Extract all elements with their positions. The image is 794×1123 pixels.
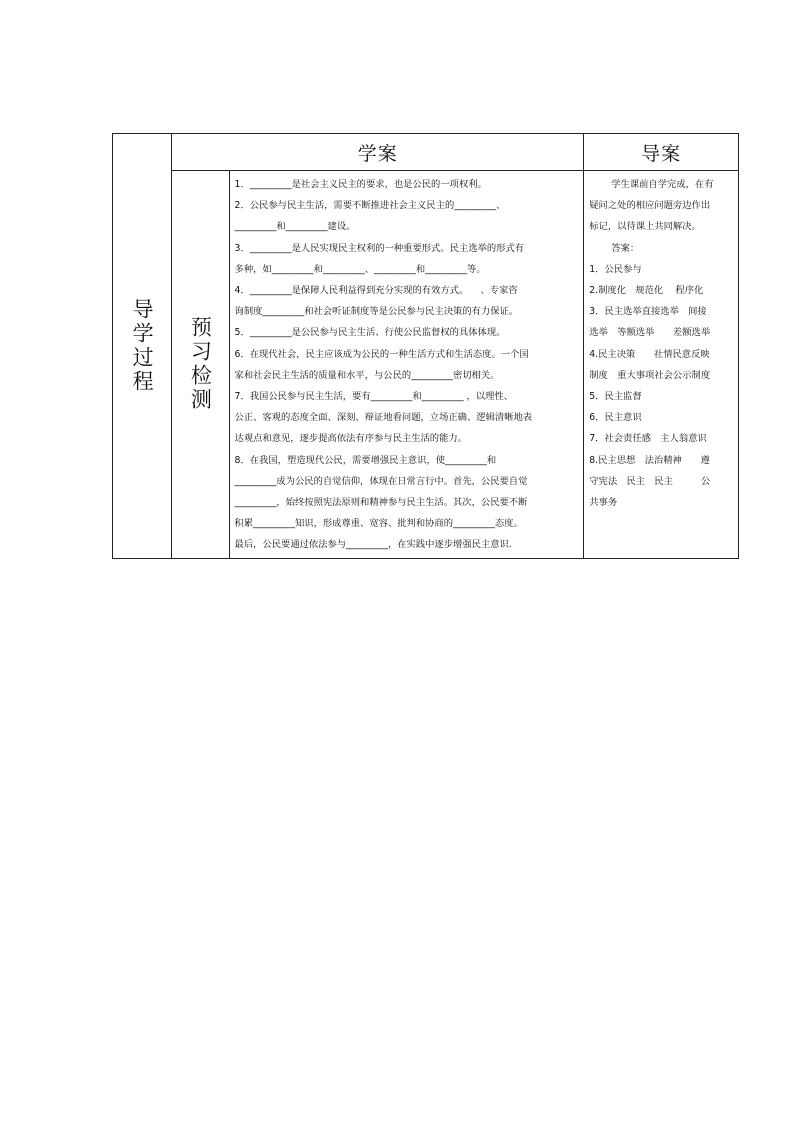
daoan-line: 共事务 bbox=[589, 497, 618, 509]
daoan-line: 答案： bbox=[611, 242, 640, 254]
outer-label: 导学过程 bbox=[130, 297, 155, 394]
xuean-line: 5．_________是公民参与民主生活、行使公民监督权的具体体现。 bbox=[234, 327, 506, 339]
xuean-line: 达观点和意见，逐步提高依法有序参与民主生活的能力。 bbox=[234, 433, 467, 445]
daoan-line: 选举 等额选举 差额选举 bbox=[589, 327, 711, 339]
xuean-line: 多种，如_________和_________、_________和_________等。 bbox=[234, 263, 486, 275]
daoan-line: 7．社会责任感 主人翁意识 bbox=[589, 433, 707, 445]
xuean-line: 6．在现代社会，民主应该成为公民的一种生活方式和生活态度。一个国 bbox=[234, 348, 529, 360]
section-label: 预习检测 bbox=[188, 316, 213, 413]
xuean-line: 最后，公民要通过依法参与_________，在实践中逐步增强民主意识. bbox=[234, 539, 512, 551]
xuean-line: 8．在我国，塑造现代公民，需要增强民主意识，使_________和 bbox=[234, 454, 497, 466]
xuean-line: _________成为公民的自觉信仰，体现在日常言行中。首先，公民要自觉 bbox=[234, 475, 528, 487]
xuean-line: 家和社会民主生活的质量和水平，与公民的_________密切相关。 bbox=[234, 369, 500, 381]
study-guide-table bbox=[112, 133, 739, 559]
daoan-line: 1．公民参与 bbox=[589, 263, 642, 275]
xuean-line: 公正、客观的态度全面、深刻、辩证地看问题，立场正确、逻辑清晰地表 bbox=[234, 412, 533, 424]
daoan-line: 5．民主监督 bbox=[589, 391, 642, 403]
daoan-content bbox=[584, 171, 739, 559]
xuean-line: 2．公民参与民主生活，需要不断推进社会主义民主的_________、 bbox=[234, 200, 506, 212]
daoan-line: 4.民主决策 社情民意反映 bbox=[589, 348, 710, 360]
xuean-content bbox=[229, 171, 584, 559]
daoan-line: 3．民主选举直接选举 间接 bbox=[589, 306, 707, 318]
xuean-line: 3．_________是人民实现民主权利的一种重要形式。民主选举的形式有 bbox=[234, 242, 525, 254]
xuean-line: _________和_________建设。 bbox=[234, 221, 356, 233]
section-label-cell bbox=[172, 171, 229, 559]
daoan-line: 2.制度化 规范化 程序化 bbox=[589, 285, 704, 297]
daoan-line: 学生课前自学完成，在有 bbox=[611, 179, 714, 190]
outer-label-cell bbox=[113, 134, 172, 559]
header-xuean: 学案 bbox=[172, 134, 584, 171]
xuean-line: 积累_________知识，形成尊重、宽容、批判和协商的_________态度。 bbox=[234, 518, 523, 530]
daoan-line: 守宪法 民主 民主 公 bbox=[589, 475, 711, 487]
xuean-line: _________，始终按照宪法原则和精神参与民主生活。其次，公民要不断 bbox=[234, 497, 528, 509]
daoan-line: 制度 重大事项社会公示制度 bbox=[589, 369, 711, 381]
daoan-line: 6．民主意识 bbox=[589, 412, 642, 424]
daoan-line: 8.民主思想 法治精神 遵 bbox=[589, 454, 710, 466]
daoan-line: 疑问之处的相应问题旁边作出 bbox=[589, 200, 711, 212]
xuean-line: 询制度_________和社会听证制度等是公民参与民主决策的有力保证。 bbox=[234, 306, 519, 318]
daoan-line: 标记，以待课上共同解决。 bbox=[589, 221, 701, 233]
header-daoan: 导案 bbox=[584, 134, 739, 171]
xuean-line: 4．_________是保障人民利益得到充分实现的有效方式。 、专家咨 bbox=[234, 285, 518, 297]
xuean-line: 1．_________是社会主义民主的要求，也是公民的一项权利。 bbox=[234, 179, 487, 190]
xuean-line: 7．我国公民参与民主生活，要有_________和_________ ，以理性、 bbox=[234, 391, 514, 403]
